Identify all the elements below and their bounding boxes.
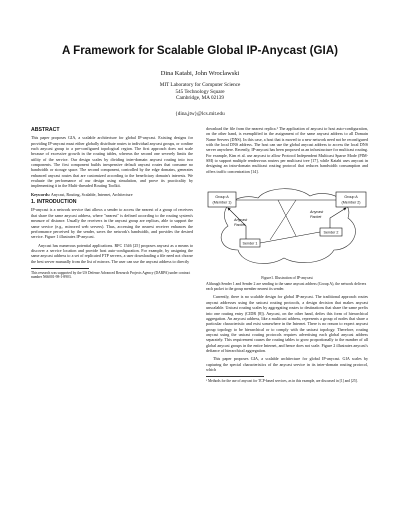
anycast-packet-sublabel-left: Packet — [234, 223, 246, 228]
link-center-1 — [278, 200, 296, 236]
group-a-member-2-label: Group A — [344, 195, 358, 200]
keywords — [31, 192, 193, 197]
keywords-list: Anycast, Routing, Scalable, Internet, Architecture — [50, 191, 133, 197]
group-a-member-1-label: Group A — [215, 195, 229, 200]
body-paragraph-3: This paper proposes GIA, a scalable architecture for global IP-anycast. GIA scales by capturing the special characteristics of the anycast service in its inter-domain routing protocol, which — [206, 356, 368, 372]
footnote-rule — [31, 268, 89, 269]
author-email: {dina,jtw}@lcs.mit.edu — [175, 111, 225, 117]
figure-1-note: Although Sender 1 and Sender 2 are sending to the same anycast address (Group A), the network delivers each packet to the group member nearest its sender. — [206, 281, 367, 291]
affiliation-line-3: Cambridge, MA 02139 — [176, 95, 224, 102]
anycast-diagram — [206, 178, 368, 274]
paper-title: A Framework for Scalable Global IP-Anycast (GIA) — [62, 44, 338, 57]
link-sender1-sender2 — [260, 232, 320, 243]
continued-paragraph: download the file from the nearest replica.¹ The application of anycast to host auto-configuration, on the other hand, is exemplified in the assignment of the same anycast address to all Domain Name Servers (DNS). In this case, a host that is moved to a new network need not be reconfigured with the local DNS address. The host can use the global anycast address to access the local DNS server anywhere. Recently, IP-anycast has been proposed as an infrastructure for multicast routing. For example, Kim et al. use anycast to allow Protocol Independent Multicast Sparse Mode (PIM-SM) to support multiple rendezvous routers per multicast tree [17], while Katabi uses anycast in designing an intra-domain multicast routing protocol that reduces bandwidth consumption and offers traffic concentration [14]. — [206, 126, 368, 174]
introduction-heading: 1. INTRODUCTION — [31, 199, 77, 206]
intro-paragraph-2: Anycast has numerous potential applications. RFC 1546 [25] proposes anycast as a means to discover a service location and provide host auto-configuration. For example, by assigning the same anycast address to a set of replicated FTP servers, a user downloading a file need not choose the best server manually from the list of mirrors. The user can use the anycast address to directly — [31, 242, 193, 264]
left-column — [31, 126, 193, 280]
right-column — [206, 126, 368, 384]
figure-1-caption: Figure1. Illustration of IP-anycast — [261, 276, 313, 281]
sender-1-label: Sender 1 — [242, 241, 258, 246]
intro-paragraph-1: IP-anycast is a network service that allows a sender to access the nearest of a group of receivers that share the same anycast address, where "nearest" is defined according to the routing system's measure of distance. Usually the receivers in the anycast group are replicas, able to support the same service (e.g., mirrored web servers). Thus, accessing the nearest receiver enhances the performance perceived by the sender, saves the network's bandwidth, and provides the desired service. Figure 1 illustrates IP-anycast. — [31, 207, 193, 240]
link-center-2 — [270, 200, 296, 240]
anycast-packet-label-right: Anycast — [310, 210, 324, 215]
anycast-footnote: ¹ Methods for the use of anycast for TCP-based services, as in this example, are discussed in [1] and [25]. — [206, 379, 358, 384]
packet-path-right — [330, 208, 346, 228]
footnote-rule-right — [206, 376, 264, 377]
figure-1 — [206, 178, 368, 274]
anycast-packet-sublabel-right: Packet — [310, 215, 322, 220]
anycast-packet-label-left: Anycast — [234, 218, 248, 223]
abstract-text: This paper proposes GIA, a scalable architecture for global IP-anycast. Existing designs for providing IP-anycast must either globally distribute routes to individual anycast groups, or confine each anycast group to a pre-configured topological region. The first approach does not scale because of excessive growth in the routing tables, whereas the second one severely limits the utility of the service. Our design scales by dividing inter-domain anycast routing into two components. The first component builds inexpensive default anycast routes that consume no bandwidth or storage space. The second component, controlled by the edge domains, generates enhanced anycast routes that are customized according to the beneficiary domain's interests. We evaluate the performance of our design using simulation, and prove its practicality by implementing it in the Multi-threaded Routing Toolkit. — [31, 135, 193, 189]
affiliation-line-2: 545 Technology Square — [175, 88, 225, 95]
funding-footnote: This research was supported by the US Defense Advanced Research Projects Agency (DARPA) under contract number N66001-98-1-8903. — [31, 270, 191, 280]
sender-2-label: Sender 2 — [323, 230, 339, 235]
group-a-member-1-sublabel: (Member 1) — [212, 200, 232, 205]
group-a-member-2-sublabel: (Member 2) — [341, 200, 361, 205]
affiliation-line-1: MIT Laboratory for Computer Science — [159, 82, 241, 88]
body-paragraph-2: Currently, there is no scalable design for global IP-anycast. The traditional approach routes anycast addresses using the unicast routing protocols, a design decision that makes anycast unscalable. Unicast routing scales by aggregating routes to destinations that share the same prefix into one routing entry (CIDR [8]). Anycast, on the other hand, defies this form of hierarchical aggregation. An anycast address, like a multicast address, represents a group of nodes that share a particular characteristic and exist somewhere in the Internet. There is no reason to expect anycast group topology to be hierarchical or to comply with the unicast topology. Therefore, routing anycast using the unicast routing protocols requires advertising each global anycast address separately. This requirement causes the routing tables to grow proportionally to the number of all global anycast groups in the entire Internet, and hence does not scale. Figure 2 illustrates anycast's defiance of hierarchical aggregation. — [206, 294, 368, 353]
authors: Dina Katabi, John Wroclawski — [160, 70, 240, 77]
abstract-heading: ABSTRACT — [31, 127, 60, 133]
keywords-label: Keywords: — [31, 191, 51, 197]
affiliation — [0, 82, 400, 102]
